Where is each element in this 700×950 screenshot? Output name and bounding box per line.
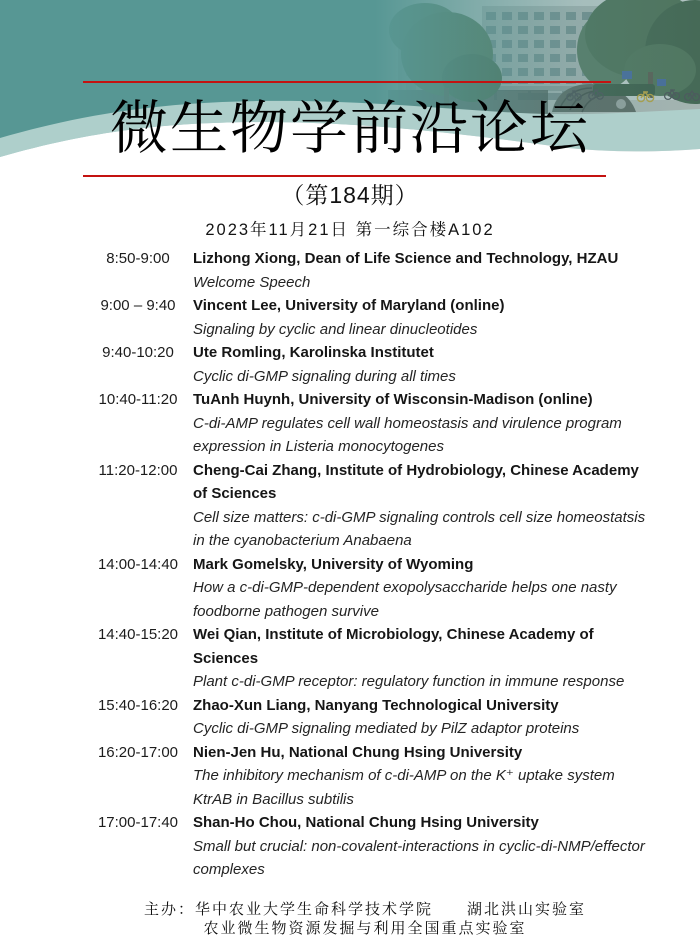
schedule-list bbox=[0, 247, 700, 882]
entry-speaker: Zhao-Xun Liang, Nanyang Technological University bbox=[193, 696, 559, 714]
entry-time: 11:20-12:00 bbox=[98, 461, 178, 479]
entry-time: 8:50-9:00 bbox=[106, 250, 170, 267]
entry-talk: Signaling by cyclic and linear dinucleotides bbox=[193, 320, 478, 338]
entry-time: 10:40-11:20 bbox=[98, 391, 178, 408]
entry-body bbox=[193, 341, 655, 388]
date-location: 2023年11月21日 第一综合楼A102 bbox=[205, 221, 495, 239]
entry-speaker: Nien-Jen Hu, National Chung Hsing University bbox=[193, 743, 523, 761]
entry-body bbox=[193, 459, 655, 553]
entry-body bbox=[193, 694, 655, 741]
entry-speaker: Vincent Lee, University of Maryland (online) bbox=[193, 297, 505, 314]
entry-talk: Cell size matters: c-di-GMP signaling controls cell size homeostatsis in the cyanobacterium Anabaena bbox=[193, 508, 646, 549]
entry-talk: C-di-AMP regulates cell wall homeostasis and virulence program expression in Listeria monocytogenes bbox=[193, 414, 622, 455]
entry-talk: Cyclic di-GMP signaling during all times bbox=[193, 367, 456, 385]
entry-speaker: Shan-Ho Chou, National Chung Hsing University bbox=[193, 814, 539, 831]
issue-number: （第184期） bbox=[281, 182, 419, 208]
entry-time: 9:40-10:20 bbox=[102, 344, 174, 361]
schedule-entry bbox=[88, 459, 700, 553]
entry-body bbox=[193, 741, 655, 812]
entry-body bbox=[193, 247, 655, 294]
entry-time: 9:00 – 9:40 bbox=[100, 297, 176, 314]
schedule-entry bbox=[88, 553, 700, 624]
schedule-entry bbox=[88, 741, 700, 812]
entry-body bbox=[193, 811, 655, 882]
red-rule-top bbox=[83, 81, 611, 83]
entry-talk: Welcome Speech bbox=[193, 273, 311, 291]
entry-body bbox=[193, 388, 655, 459]
schedule-entry bbox=[88, 341, 700, 388]
entry-body bbox=[193, 294, 655, 341]
entry-time: 15:40-16:20 bbox=[97, 696, 179, 714]
entry-body bbox=[193, 553, 655, 624]
entry-talk: Cyclic di-GMP signaling mediated by PilZ adaptor proteins bbox=[193, 720, 580, 737]
organizer-line-2: 农业微生物资源发掘与利用全国重点实验室 bbox=[203, 919, 527, 937]
entry-speaker: Mark Gomelsky, University of Wyoming bbox=[193, 555, 474, 573]
entry-speaker: Ute Romling, Karolinska Institutet bbox=[193, 344, 434, 361]
schedule-entry bbox=[88, 247, 700, 294]
entry-time: 16:20-17:00 bbox=[97, 743, 179, 761]
schedule-entry bbox=[88, 694, 700, 741]
entry-speaker: Cheng-Cai Zhang, Institute of Hydrobiology, Chinese Academy of Sciences bbox=[193, 461, 639, 502]
entry-speaker: Wei Qian, Institute of Microbiology, Chinese Academy of Sciences bbox=[193, 626, 594, 667]
red-rule-bottom bbox=[83, 175, 606, 177]
entry-talk: Small but crucial: non-covalent-interactions in cyclic-di-NMP/effector complexes bbox=[193, 837, 645, 878]
entry-speaker: Lizhong Xiong, Dean of Life Science and Technology, HZAU bbox=[193, 250, 619, 267]
entry-speaker: TuAnh Huynh, University of Wisconsin-Madison (online) bbox=[193, 391, 593, 408]
schedule-entry bbox=[88, 388, 700, 459]
entry-talk: The inhibitory mechanism of c-di-AMP on the K⁺ uptake system KtrAB in Bacillus subtilis bbox=[193, 767, 615, 808]
banner bbox=[0, 0, 700, 215]
entry-time: 14:40-15:20 bbox=[97, 626, 179, 643]
entry-talk: Plant c-di-GMP receptor: regulatory function in immune response bbox=[193, 673, 625, 690]
organizers bbox=[0, 900, 700, 938]
forum-title: 微生物学前沿论坛 bbox=[109, 96, 590, 161]
schedule-entry bbox=[88, 811, 700, 882]
organizer-line-1: 主办：华中农业大学生命科学技术学院 湖北洪山实验室 bbox=[143, 900, 586, 918]
schedule-entry bbox=[88, 623, 700, 694]
entry-talk: How a c-di-GMP-dependent exopolysaccharide helps one nasty foodborne pathogen survive bbox=[193, 579, 617, 620]
entry-body bbox=[193, 623, 655, 694]
schedule-entry bbox=[88, 294, 700, 341]
entry-time: 14:00-14:40 bbox=[97, 555, 179, 573]
entry-time: 17:00-17:40 bbox=[97, 814, 179, 831]
